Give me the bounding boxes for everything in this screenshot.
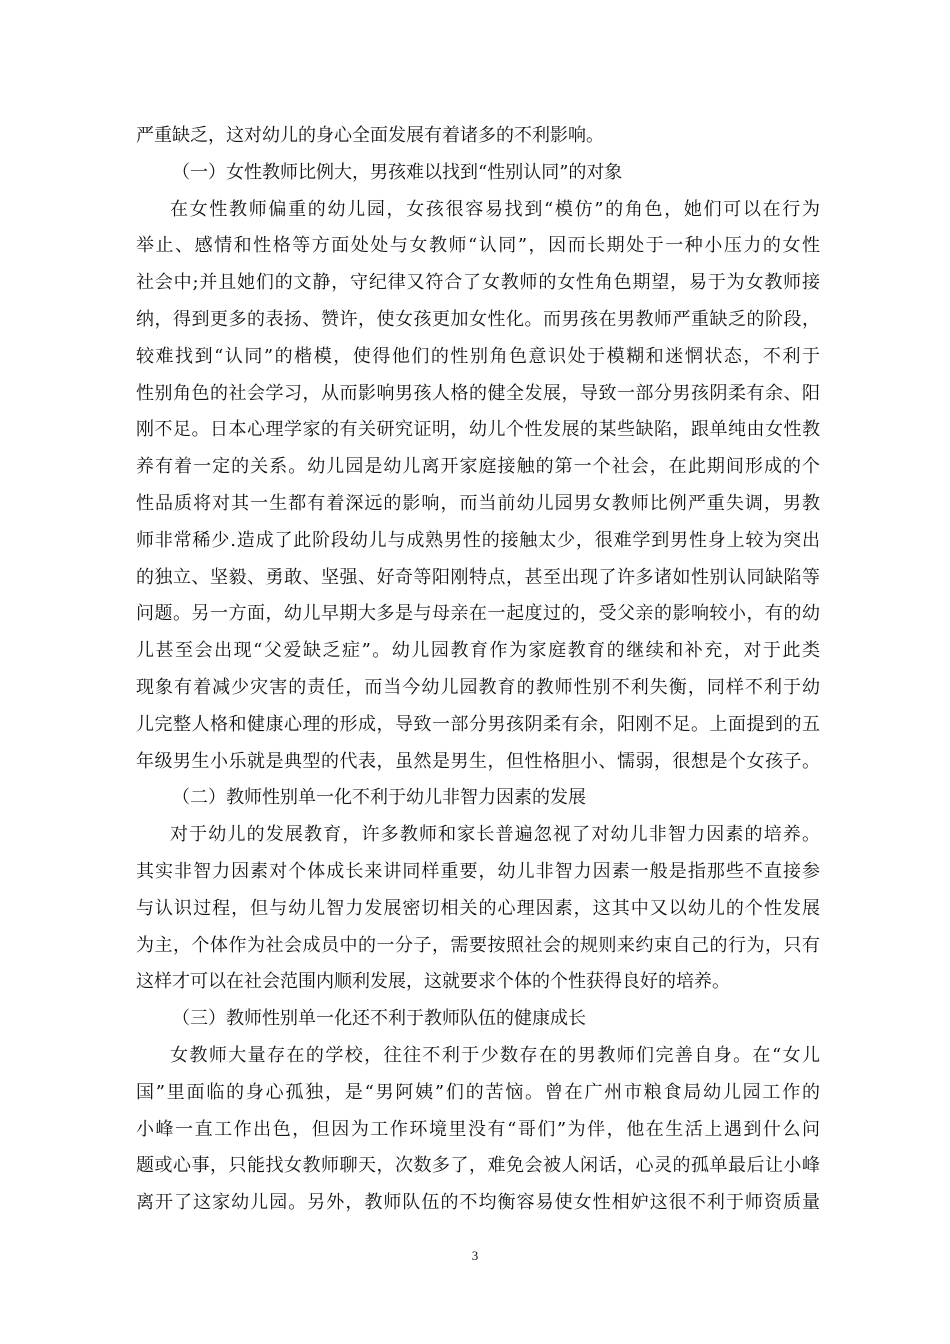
text-line: 师非常稀少.造成了此阶段幼儿与成熟男性的接触太少，很难学到男性身上较为突出	[136, 529, 820, 551]
text-line: 年级男生小乐就是典型的代表，虽然是男生，但性格胆小、懦弱，很想是个女孩子。	[136, 750, 820, 772]
text-line: 女教师大量存在的学校，往往不利于少数存在的男教师们完善自身。在“女儿	[170, 1044, 820, 1066]
text-line: 离开了这家幼儿园。另外，教师队伍的不均衡容易使女性相妒这很不利于师资质量	[136, 1192, 820, 1214]
text-line: 性别角色的社会学习，从而影响男孩人格的健全发展，导致一部分男孩阴柔有余、阳	[136, 382, 820, 404]
text-line: 在女性教师偏重的幼儿园，女孩很容易找到“模仿”的角色，她们可以在行为	[170, 198, 820, 220]
section-heading: （二）教师性别单一化不利于幼儿非智力因素的发展	[172, 787, 586, 809]
text-line: 纳，得到更多的表扬、赞许，使女孩更加女性化。而男孩在男教师严重缺乏的阶段，	[136, 308, 820, 330]
text-line: 严重缺乏，这对幼儿的身心全面发展有着诸多的不利影响。	[136, 125, 604, 146]
text-line: 儿完整人格和健康心理的形成，导致一部分男孩阴柔有余，阳刚不足。上面提到的五	[136, 713, 820, 735]
text-line: 国”里面临的身心孤独，是“男阿姨”们的苦恼。曾在广州市粮食局幼儿园工作的	[136, 1081, 820, 1103]
text-line: 儿甚至会出现“父爱缺乏症”。幼儿园教育作为家庭教育的继续和补充，对于此类	[136, 640, 820, 662]
text-line: 性品质将对其一生都有着深远的影响，而当前幼儿园男女教师比例严重失调，男教	[136, 492, 820, 514]
text-line: 对于幼儿的发展教育，许多教师和家长普遍忽视了对幼儿非智力因素的培养。	[170, 824, 820, 846]
text-line: 问题。另一方面，幼儿早期大多是与母亲在一起度过的，受父亲的影响较小，有的幼	[136, 603, 820, 625]
text-line: 小峰一直工作出色，但因为工作环境里没有“哥们”为伴，他在生活上遇到什么问	[136, 1118, 820, 1140]
text-line: 较难找到“认同”的楷模，使得他们的性别角色意识处于模糊和迷惘状态，不利于	[136, 345, 820, 367]
text-line: 与认识过程，但与幼儿智力发展密切相关的心理因素，这其中又以幼儿的个性发展	[136, 897, 820, 919]
text-line: 社会中;并且她们的文静，守纪律又符合了女教师的女性角色期望，易于为女教师接	[136, 272, 820, 294]
text-line: 刚不足。日本心理学家的有关研究证明，幼儿个性发展的某些缺陷，跟单纯由女性教	[136, 419, 820, 441]
text-line: 其实非智力因素对个体成长来讲同样重要，幼儿非智力因素一般是指那些不直接参	[136, 860, 820, 882]
section-heading: （一）女性教师比例大，男孩难以找到“性别认同”的对象	[172, 161, 623, 183]
text-line: 题或心事，只能找女教师聊天，次数多了，难免会被人闲话，心灵的孤单最后让小峰	[136, 1155, 820, 1177]
text-line: 为主，个体作为社会成员中的一分子，需要按照社会的规则来约束自己的行为，只有	[136, 934, 820, 956]
text-line: 养有着一定的关系。幼儿园是幼儿离开家庭接触的第一个社会，在此期间形成的个	[136, 456, 820, 478]
body-text	[136, 118, 820, 1222]
text-line: 举止、感情和性格等方面处处与女教师“认同”，因而长期处于一种小压力的女性	[136, 235, 820, 257]
text-line: 现象有着减少灾害的责任，而当今幼儿园教育的教师性别不利失衡，同样不利于幼	[136, 676, 820, 698]
section-heading: （三）教师性别单一化还不利于教师队伍的健康成长	[172, 1008, 586, 1030]
text-line: 的独立、坚毅、勇敢、坚强、好奇等阳刚特点，甚至出现了许多诸如性别认同缺陷等	[136, 566, 820, 588]
text-line: 这样才可以在社会范围内顺利发展，这就要求个体的个性获得良好的培养。	[136, 971, 730, 993]
page-number: 3	[471, 1248, 479, 1263]
